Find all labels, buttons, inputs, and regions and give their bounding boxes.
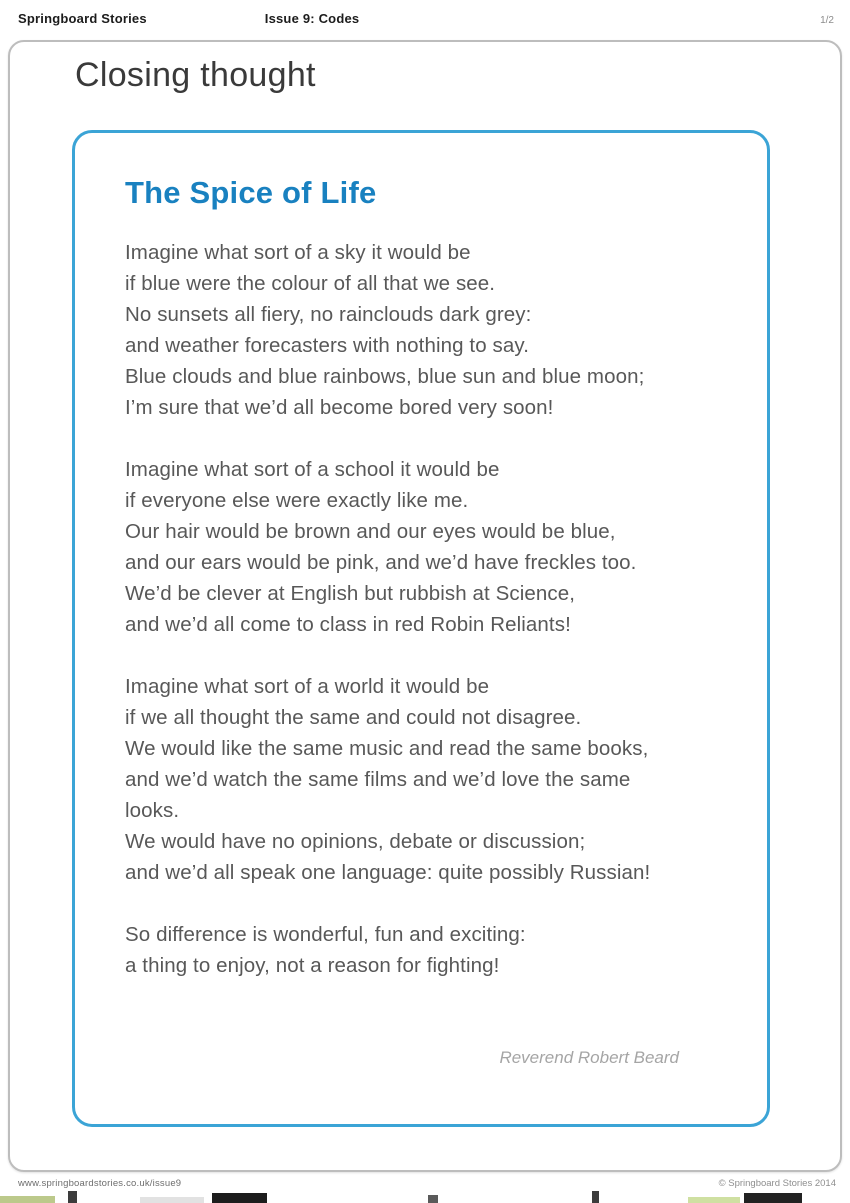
cutoff-artifact: [140, 1197, 204, 1203]
cutoff-artifact: [68, 1191, 77, 1203]
poem-line: a thing to enjoy, not a reason for fighting!: [125, 954, 500, 977]
poem-card: [72, 130, 770, 1127]
brand-name: Springboard Stories: [18, 11, 147, 26]
poem-line: Blue clouds and blue rainbows, blue sun and blue moon;: [125, 365, 645, 388]
poem-stanza-3: [125, 671, 717, 888]
poem-line: if we all thought the same and could not disagree.: [125, 706, 582, 729]
page-number: 1/2: [820, 15, 834, 26]
poem-line: if blue were the colour of all that we see.: [125, 272, 496, 295]
poem-line: if everyone else were exactly like me.: [125, 489, 469, 512]
poem-line: and we’d all come to class in red Robin Reliants!: [125, 613, 571, 636]
cutoff-artifact: [212, 1193, 267, 1203]
poem-line: and our ears would be pink, and we’d have freckles too.: [125, 551, 637, 574]
page-title: Closing thought: [75, 56, 316, 94]
poem-line: Imagine what sort of a world it would be: [125, 675, 490, 698]
cutoff-artifact: [0, 1196, 55, 1203]
poem-stanza-4: [125, 919, 717, 981]
document-header: [18, 11, 834, 26]
poem-line: Our hair would be brown and our eyes would be blue,: [125, 520, 616, 543]
poem-line: We’d be clever at English but rubbish at Science,: [125, 582, 576, 605]
cutoff-artifact: [744, 1193, 802, 1203]
poem-stanza-1: [125, 237, 717, 423]
issue-label: Issue 9: Codes: [264, 11, 360, 26]
poem-line: We would have no opinions, debate or discussion;: [125, 830, 586, 853]
cutoff-artifact: [688, 1197, 740, 1203]
footer-copyright: © Springboard Stories 2014: [718, 1178, 836, 1189]
poem-title: The Spice of Life: [125, 175, 377, 210]
poem-line: and we’d watch the same films and we’d love the same: [125, 768, 631, 791]
document-footer: [18, 1178, 836, 1189]
poem-line: No sunsets all fiery, no rainclouds dark grey:: [125, 303, 532, 326]
cutoff-artifact: [428, 1195, 438, 1203]
poem-line: We would like the same music and read the same books,: [125, 737, 649, 760]
poem-line: Imagine what sort of a sky it would be: [125, 241, 471, 264]
poem-line: looks.: [125, 799, 180, 822]
poem-line: I’m sure that we’d all become bored very soon!: [125, 396, 554, 419]
poem-stanza-2: [125, 454, 717, 640]
poem-line: Imagine what sort of a school it would be: [125, 458, 500, 481]
cutoff-artifact: [592, 1191, 599, 1203]
poem-line: and weather forecasters with nothing to say.: [125, 334, 529, 357]
footer-url: www.springboardstories.co.uk/issue9: [18, 1178, 182, 1189]
poem-attribution: Reverend Robert Beard: [499, 1048, 679, 1067]
poem-line: and we’d all speak one language: quite possibly Russian!: [125, 861, 651, 884]
poem-line: So difference is wonderful, fun and exciting:: [125, 923, 526, 946]
